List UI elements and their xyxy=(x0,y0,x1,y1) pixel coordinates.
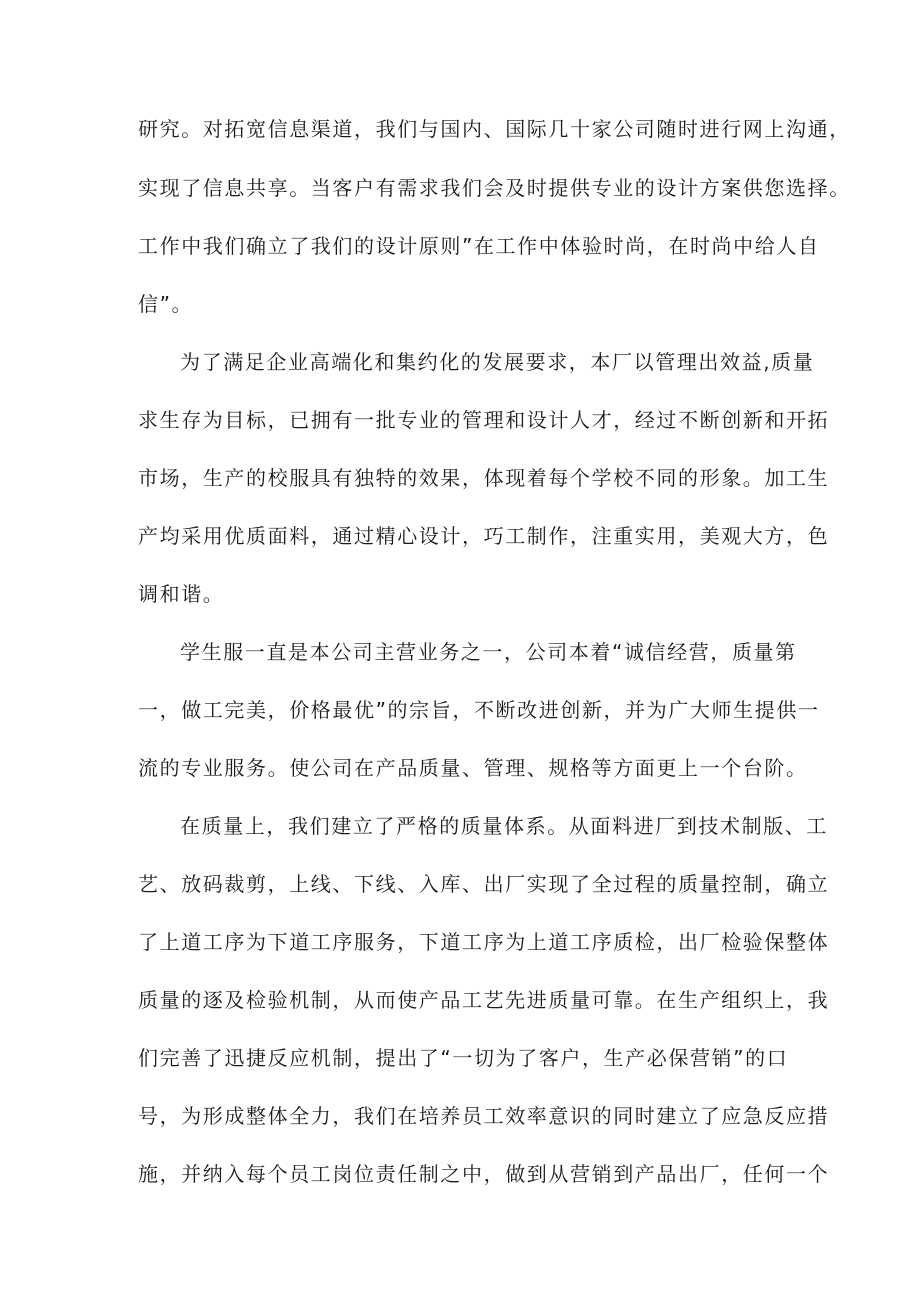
text-line: 流的专业服务。使公司在产品质量、管理、规格等方面更上一个台阶。 xyxy=(138,756,808,780)
paragraph-first-line: 学生服一直是本公司主营业务之一，公司本着“诚信经营，质量第 xyxy=(180,640,797,664)
text-line: 质量的逐及检验机制，从而使产品工艺先进质量可靠。在生产组织上，我 xyxy=(138,988,830,1012)
paragraph-first-line: 在质量上，我们建立了严格的质量体系。从面料进厂到技术制版、工 xyxy=(180,814,828,838)
text-line: 市场，生产的校服具有独特的效果，体现着每个学校不同的形象。加工生 xyxy=(138,466,830,490)
text-line: 艺、放码裁剪，上线、下线、入库、出厂实现了全过程的质量控制，确立 xyxy=(138,872,830,896)
text-line: 号，为形成整体全力，我们在培养员工效率意识的同时建立了应急反应措 xyxy=(138,1104,830,1128)
text-line: 求生存为目标，已拥有一批专业的管理和设计人才，经过不断创新和开拓 xyxy=(138,408,830,432)
text-line: 施，并纳入每个员工岗位责任制之中，做到从营销到产品出厂，任何一个 xyxy=(138,1162,830,1186)
text-line: 研究。对拓宽信息渠道，我们与国内、国际几十家公司随时进行网上沟通， xyxy=(138,117,851,141)
text-line: 信”。 xyxy=(138,292,194,316)
text-line: 工作中我们确立了我们的设计原则”在工作中体验时尚，在时尚中给人自 xyxy=(138,234,820,258)
paragraph-first-line: 为了满足企业高端化和集约化的发展要求，本厂以管理出效益,质量 xyxy=(180,350,815,374)
text-line: 了上道工序为下道工序服务，下道工序为上道工序质检，出厂检验保整体 xyxy=(138,930,830,954)
text-line: 一，做工完美，价格最优”的宗旨，不断改进创新，并为广大师生提供一 xyxy=(138,698,820,722)
text-line: 实现了信息共享。当客户有需求我们会及时提供专业的设计方案供您选择。 xyxy=(138,176,851,200)
text-line: 调和谐。 xyxy=(138,582,225,606)
text-line: 们完善了迅捷反应机制，提出了“一切为了客户，生产必保营销”的口 xyxy=(138,1046,789,1070)
text-line: 产均采用优质面料，通过精心设计，巧工制作，注重实用，美观大方，色 xyxy=(138,524,830,548)
